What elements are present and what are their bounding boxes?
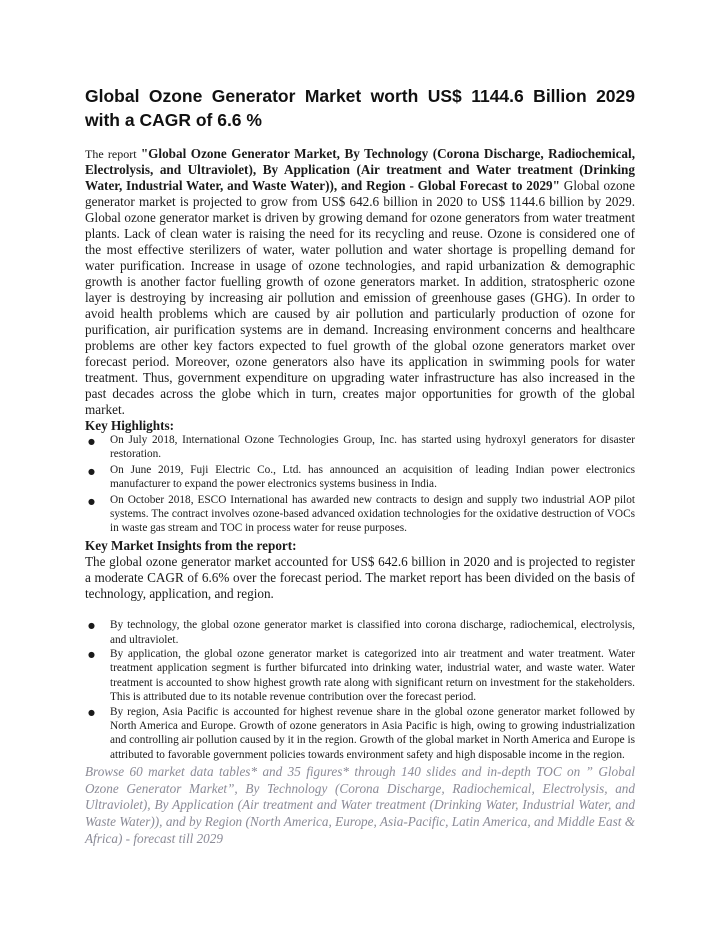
list-item: ● By technology, the global ozone generator market is classified into corona discharge, radiochemical, electrolysis, and ultraviolet. bbox=[88, 619, 635, 646]
bullet-icon: ● bbox=[88, 621, 95, 631]
document-title: Global Ozone Generator Market worth US$ 1144.6 Billion 2029 with a CAGR of 6.6 % bbox=[85, 86, 635, 130]
bullet-icon: ● bbox=[88, 437, 95, 446]
list-item: ● On June 2019, Fuji Electric Co., Ltd. has announced an acquisition of leading Indian power electronics manufacturer to expand the power electronics systems business in India. bbox=[88, 464, 635, 490]
key-insights-list bbox=[85, 618, 635, 762]
intro-lead: The report bbox=[85, 147, 141, 161]
bullet-icon: ● bbox=[88, 649, 95, 659]
list-item: ● By region, Asia Pacific is accounted for highest revenue share in the global ozone generator market followed by North America and Europe. Growth of ozone generators in Asia Pacific is high, owing to growing industrialization and controlling air pollution caused by it in the region. Growth of the global market in North America and Europe is attributed to favorable government policies towards environment safety and high disposable income in the region. bbox=[88, 705, 635, 761]
browse-report-text: Browse 60 market data tables* and 35 figures* through 140 slides and in-depth TOC on ” Global Ozone Generator Market”, By Technology (Corona Discharge, Radiochemical, Electrolysis, and Ultraviolet), By Application (Air treatment and Water treatment (Drinking Water, Industrial Water, and Waste Water)), and by Region (North America, Europe, Asia-Pacific, Latin America, and Middle East & Africa) - forecast till 2029 bbox=[85, 764, 635, 846]
key-insights-heading: Key Market Insights from the report: bbox=[85, 538, 297, 554]
bullet-icon: ● bbox=[88, 467, 95, 477]
intro-body: Global ozone generator market is projected to grow from US$ 642.6 billion in 2020 to US$ 1144.6 billion by 2029. Global ozone generator market is driven by growing demand for ozone generators from water treatment plants. Lack of clean water is raising the need for its recycling and reuse. Ozone is considered one of the most effective sterilizers of water, water pollution and water shortage is propelling demand for water purification. Increase in usage of ozone technologies, and rapid urbanization & demographic growth is another factor fuelling growth of ozone generators market. In addition, stratospheric ozone layer is destroying by increasing air pollution and emission of greenhouse gases (GHG). In order to avoid health problems which are caused by air pollution and particularly production of ozone for purification, air purification systems are in demand. Increasing environment concerns and healthcare problems are other key factors expected to fuel growth of the global ozone generators market over forecast period. Moreover, ozone generators also have its application in swimming pools for water treatment. Thus, government expenditure on upgrading water infrastructure has also increased in the past decades across the globe which in turn, creates major opportunities for growth of the global market. bbox=[85, 178, 635, 417]
list-item: ● On July 2018, International Ozone Technologies Group, Inc. has started using hydroxyl generators for disaster restoration. bbox=[88, 434, 635, 460]
list-item: ● By application, the global ozone generator market is categorized into air treatment and water treatment. Water treatment application segment is further bifurcated into drinking water, industrial water, and waste water. Water treatment is accounted to show highest growth rate along with significant return on investment for the stakeholders. This is attributed due to its notable revenue contribution over the forecast period. bbox=[88, 647, 635, 704]
report-title: "Global Ozone Generator Market, By Technology (Corona Discharge, Radiochemical, Electrolysis, and Ultraviolet), By Application (Air treatment and Water treatment (Drinking Water, Industrial Water, and Waste Water)), and Region - Global Forecast to 2029" bbox=[85, 146, 635, 193]
bullet-icon: ● bbox=[88, 497, 95, 507]
intro-paragraph bbox=[85, 146, 635, 418]
key-highlights-list bbox=[85, 434, 635, 535]
document-page bbox=[85, 84, 635, 847]
insights-paragraph: The global ozone generator market accounted for US$ 642.6 billion in 2020 and is projected to register a moderate CAGR of 6.6% over the forecast period. The market report has been divided on the basis of technology, application, and region. bbox=[85, 554, 635, 602]
bullet-icon: ● bbox=[88, 707, 95, 717]
list-item: ● On October 2018, ESCO International has awarded new contracts to design and supply two industrial AOP pilot systems. The contract involves ozone-based advanced oxidation technologies for the oxidative destruction of VOCs in waste gas stream and TOC in process water for reuse purposes. bbox=[88, 494, 635, 534]
key-highlights-heading: Key Highlights: bbox=[85, 418, 175, 433]
